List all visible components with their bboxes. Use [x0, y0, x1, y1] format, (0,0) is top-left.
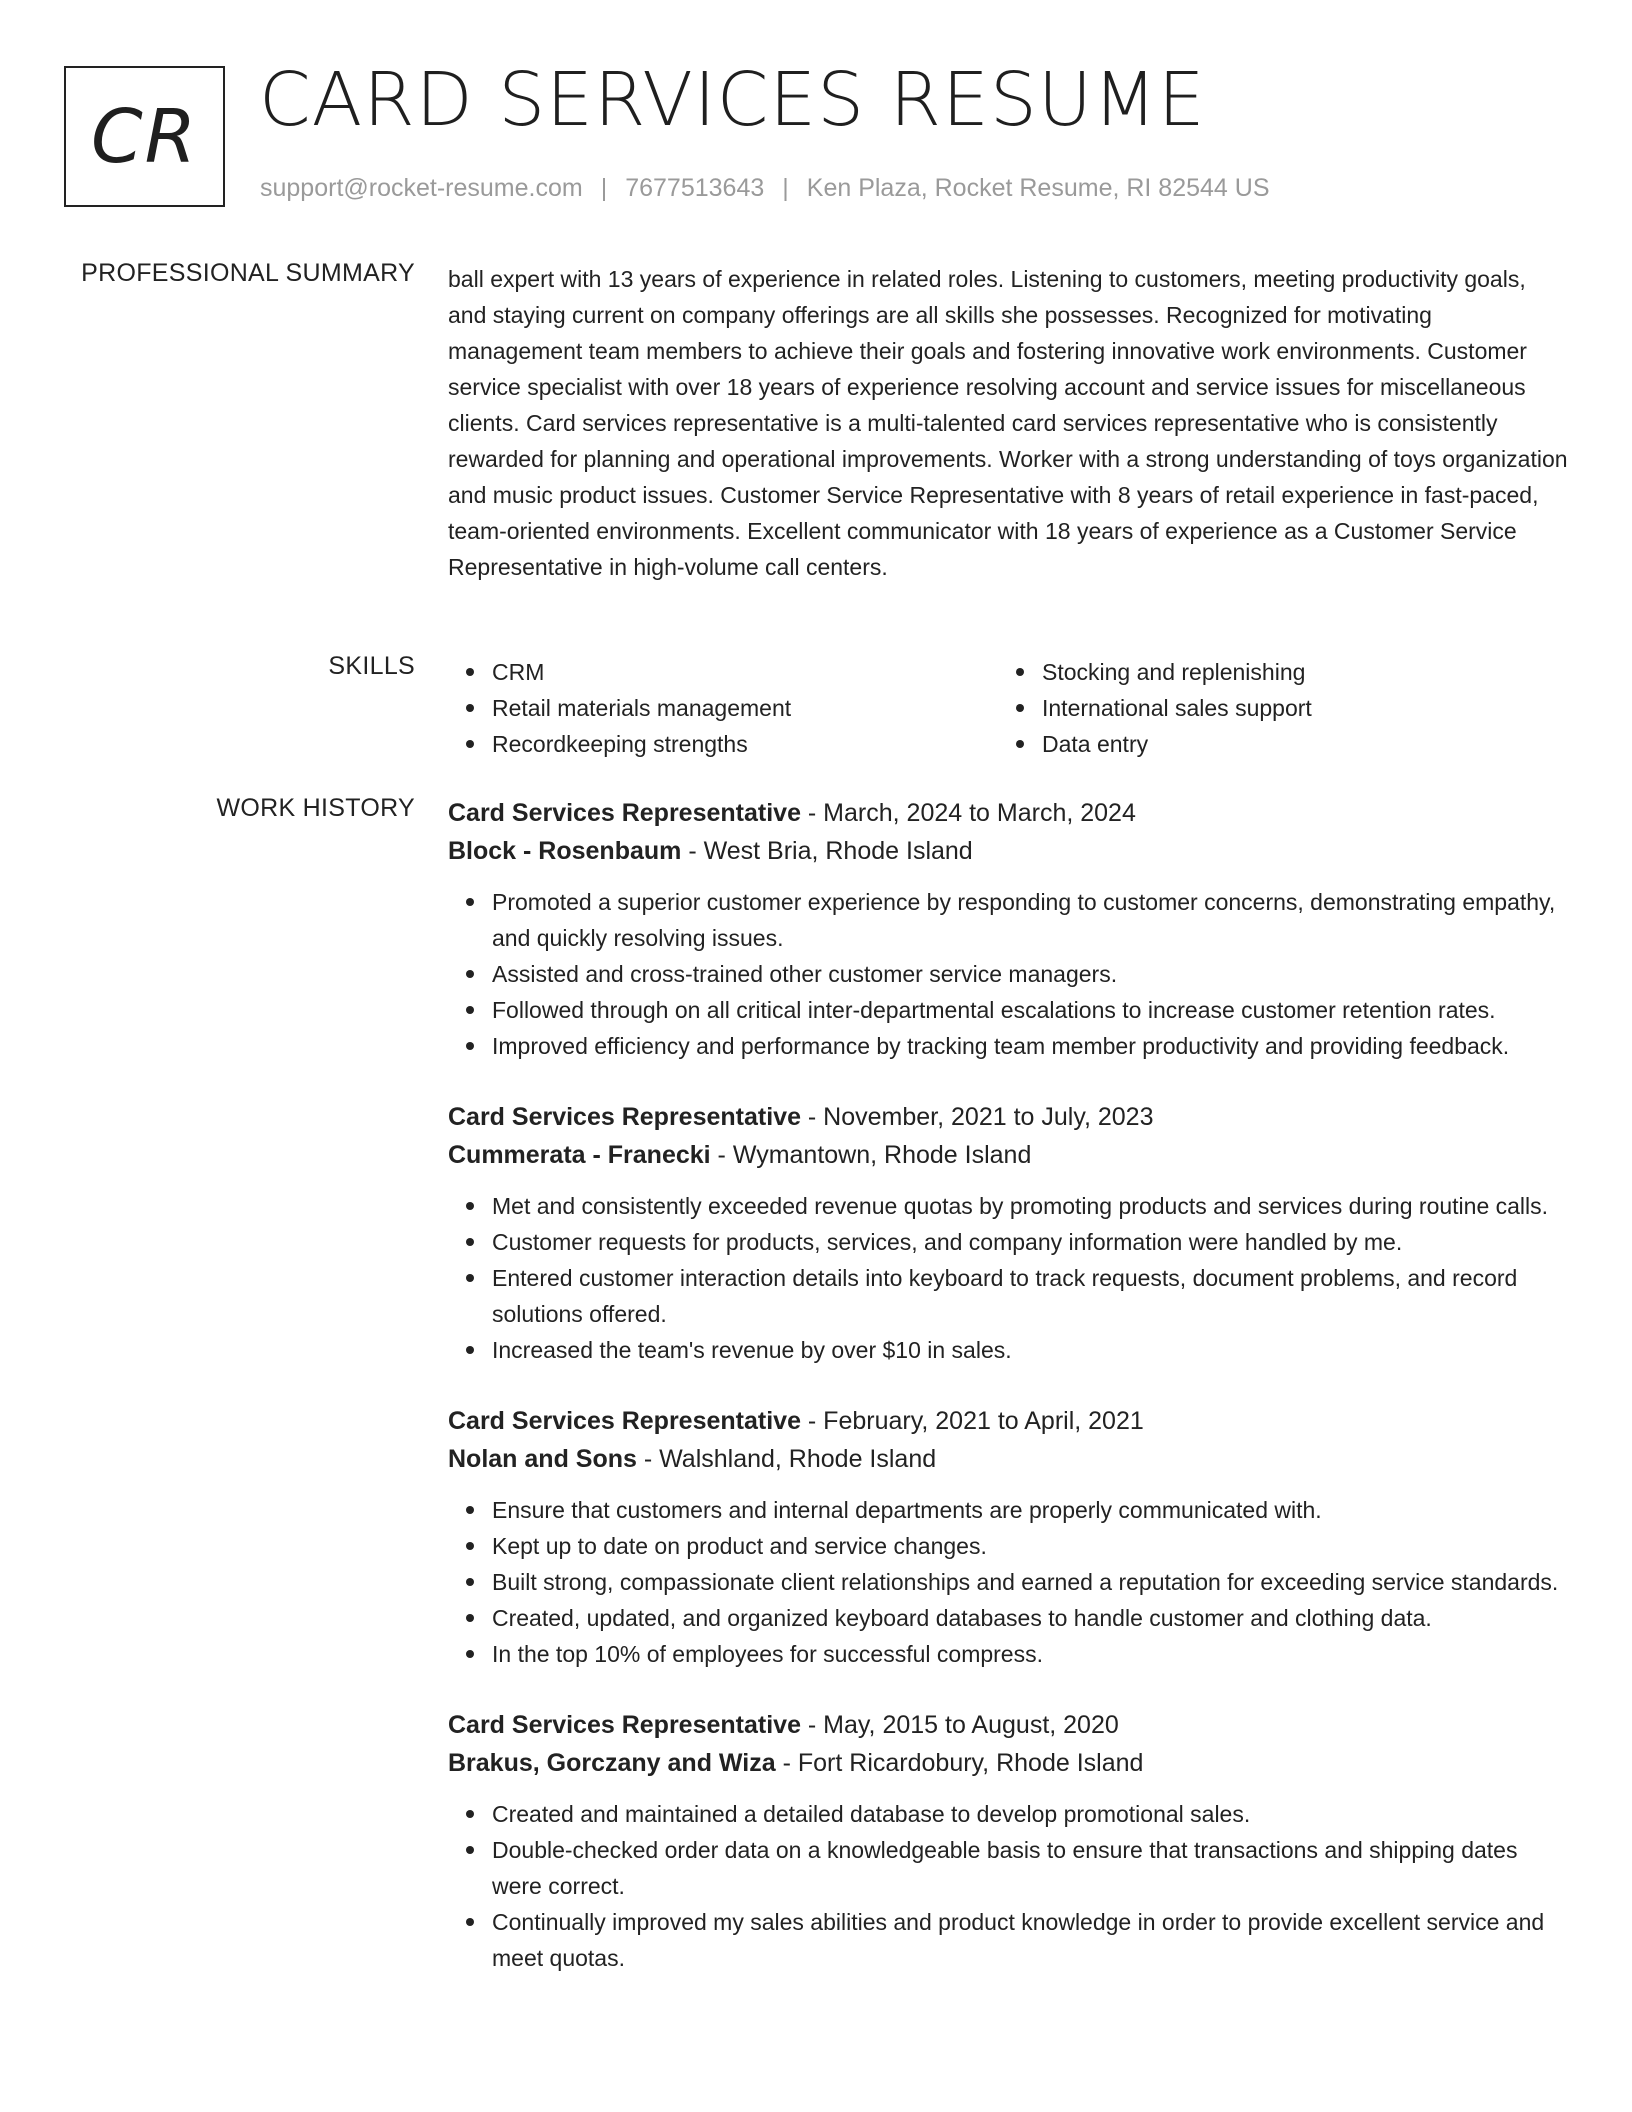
job-company: Nolan and Sons	[448, 1445, 637, 1473]
contact-separator: |	[782, 174, 789, 202]
skills-list-right	[998, 654, 1548, 762]
job-bullets	[448, 1796, 1570, 1976]
job-bullets	[448, 1492, 1570, 1672]
job-entry	[448, 1706, 1570, 1976]
job-dates: - February, 2021 to April, 2021	[800, 1407, 1144, 1435]
job-bullets	[448, 884, 1570, 1064]
work-history-label: WORK HISTORY	[216, 794, 415, 822]
job-bullet: Improved efficiency and performance by tracking team member productivity and providing feedback.	[492, 1028, 1570, 1064]
resume-title: CARD SERVICES RESUME	[259, 57, 1206, 143]
job-dates: - May, 2015 to August, 2020	[800, 1711, 1119, 1739]
job-company-line	[448, 1440, 1570, 1478]
job-company-line	[448, 832, 1570, 870]
job-bullet: Created, updated, and organized keyboard databases to handle customer and clothing data.	[492, 1600, 1570, 1636]
job-title: Card Services Representative	[448, 1711, 801, 1739]
job-title-line	[448, 1402, 1570, 1440]
job-company: Brakus, Gorczany and Wiza	[448, 1749, 776, 1777]
contact-separator: |	[600, 174, 608, 202]
job-bullet: Double-checked order data on a knowledgeable basis to ensure that transactions and shipping dates were correct.	[492, 1832, 1570, 1904]
job-bullet: Customer requests for products, services, and company information were handled by me.	[492, 1224, 1570, 1260]
job-title-line	[448, 794, 1570, 832]
job-dates: - November, 2021 to July, 2023	[800, 1103, 1154, 1131]
job-bullet: Continually improved my sales abilities and product knowledge in order to provide excellent service and meet quotas.	[492, 1904, 1570, 1976]
monogram-initials: CR	[90, 93, 199, 180]
job-title-line	[448, 1098, 1570, 1136]
job-bullets	[448, 1188, 1570, 1368]
summary-label: PROFESSIONAL SUMMARY	[81, 259, 415, 287]
contact-email[interactable]: support@rocket-resume.com	[260, 174, 583, 202]
job-bullet: Created and maintained a detailed database to develop promotional sales.	[492, 1796, 1570, 1832]
contact-address: Ken Plaza, Rocket Resume, RI 82544 US	[806, 174, 1270, 202]
skills-label: SKILLS	[328, 652, 415, 680]
summary-text: ball expert with 13 years of experience in related roles. Listening to customers, meeting productivity goals, and staying current on company offerings are all skills she possesses. Recognized for motivating management team members to achieve their goals and fostering innovative work environments. Customer service specialist with over 18 years of experience resolving account and service issues for miscellaneous clients. Card services representative is a multi-talented card services representative who is consistently rewarded for planning and operational improvements. Worker with a strong understanding of toys organization and music product issues. Customer Service Representative with 8 years of retail experience in fast-paced, team-oriented environments. Excellent communicator with 18 years of experience as a Customer Service Representative in high-volume call centers.	[448, 266, 1568, 580]
job-company-line	[448, 1136, 1570, 1174]
summary-body	[448, 261, 1570, 585]
job-bullet: Increased the team's revenue by over $10 in sales.	[492, 1332, 1570, 1368]
job-location: - Wymantown, Rhode Island	[710, 1141, 1032, 1169]
monogram-badge	[64, 66, 225, 207]
job-dates: - March, 2024 to March, 2024	[800, 799, 1136, 827]
job-bullet: Promoted a superior customer experience by responding to customer concerns, demonstrating empathy, and quickly resolving issues.	[492, 884, 1570, 956]
job-bullet: Met and consistently exceeded revenue quotas by promoting products and services during routine calls.	[492, 1188, 1570, 1224]
job-bullet: Ensure that customers and internal departments are properly communicated with.	[492, 1492, 1570, 1528]
work-history-body	[448, 794, 1570, 2010]
skill-item: CRM	[492, 654, 998, 690]
skills-body	[448, 654, 1570, 762]
skills-list-left	[448, 654, 998, 762]
job-bullet: Entered customer interaction details into keyboard to track requests, document problems, and record solutions offered.	[492, 1260, 1570, 1332]
job-location: - Fort Ricardobury, Rhode Island	[775, 1749, 1144, 1777]
job-bullet: Kept up to date on product and service changes.	[492, 1528, 1570, 1564]
skill-item: Data entry	[1042, 726, 1548, 762]
job-bullet: Built strong, compassionate client relationships and earned a reputation for exceeding service standards.	[492, 1564, 1570, 1600]
skill-item: Stocking and replenishing	[1042, 654, 1548, 690]
job-bullet: Followed through on all critical inter-departmental escalations to increase customer retention rates.	[492, 992, 1570, 1028]
contact-line	[260, 174, 1270, 203]
job-bullet: In the top 10% of employees for successful compress.	[492, 1636, 1570, 1672]
job-company: Cummerata - Franecki	[448, 1141, 711, 1169]
job-company-line	[448, 1744, 1570, 1782]
job-title-line	[448, 1706, 1570, 1744]
job-company: Block - Rosenbaum	[448, 837, 682, 865]
skill-item: International sales support	[1042, 690, 1548, 726]
job-entry	[448, 794, 1570, 1064]
skill-item: Recordkeeping strengths	[492, 726, 998, 762]
job-entry	[448, 1402, 1570, 1672]
job-location: - West Bria, Rhode Island	[681, 837, 973, 865]
contact-phone[interactable]: 7677513643	[625, 174, 765, 202]
skills-grid	[448, 654, 1570, 762]
skill-item: Retail materials management	[492, 690, 998, 726]
job-entry	[448, 1098, 1570, 1368]
job-location: - Walshland, Rhode Island	[636, 1445, 937, 1473]
job-bullet: Assisted and cross-trained other customer service managers.	[492, 956, 1570, 992]
job-title: Card Services Representative	[448, 1407, 801, 1435]
job-title: Card Services Representative	[448, 799, 801, 827]
job-title: Card Services Representative	[448, 1103, 801, 1131]
